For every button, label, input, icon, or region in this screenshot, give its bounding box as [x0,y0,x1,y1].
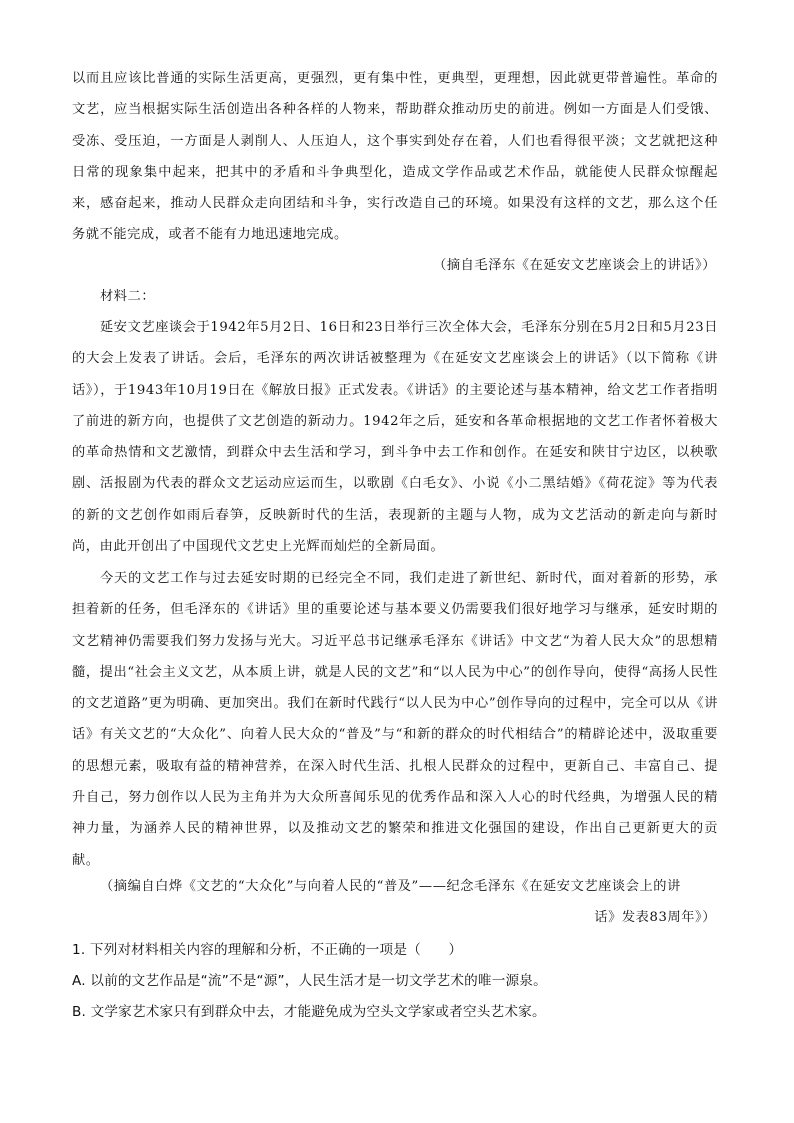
question-1-stem: 1. 下列对材料相关内容的理解和分析，不正确的一项是（ ） [72,942,463,958]
source-citation-2-line-2: 话》发表83周年》） [594,910,716,925]
paragraph-3: 今天的文艺工作与过去延安时期的已经完全不同，我们走进了新世纪、新时代，面对着新的形势，承担着新的任务，但毛泽东的《讲话》里的重要论述与基本要义仍需要我们很好地学习与继承，延安时期的文艺精神仍需要我们努力发扬与光大。习近平总书记继承毛泽东《讲话》中文艺“为着人民大众”的思想精髓，提出“社会主义文艺，从本质上讲，就是人民的文艺”和“以人民为中心”的创作导向，使得“高扬人民性的文艺道路”更为明确、更加突出。我们在新时代践行“以人民为中心”创作导向的过程中，完全可以从《讲话》有关文艺的“大众化”、向着人民大众的“普及”与“和新的群众的时代相结合”的精辟论述中，汲取重要的思想元素，吸取有益的精神营养，在深入时代生活、扎根人民群众的过程中，更新自己、丰富自己、提升自己，努力创作以人民为主角并为大众所喜闻乐见的优秀作品和深入人心的时代经典，为增强人民的精神力量，为涵养人民的精神世界，以及推动文艺的繁荣和推进文化强国的建设，作出自己更新更大的贡献。 [72,571,718,868]
paragraph-2: 延安文艺座谈会于1942年5月2日、16日和23日举行三次全体大会，毛泽东分别在5月2日和5月23日的大会上发表了讲话。会后，毛泽东的两次讲话被整理为《在延安文艺座谈会上的讲话》（以下简称《讲话》），于1943年10月19日在《解放日报》正式发表。《讲话》的主要论述与基本精神，给文艺工作者指明了前进的新方向，也提供了文艺创造的新动力。1942年之后，延安和各革命根据地的文艺工作者怀着极大的革命热情和文艺激情，到群众中去生活和学习，到斗争中去工作和创作。在延安和陕甘宁边区，以秧歌剧、活报剧为代表的群众文艺运动应运而生，以歌剧《白毛女》、小说《小二黑结婚》《荷花淀》等为代表的新的文艺创作如雨后春笋，反映新时代的生活，表现新的主题与人物，成为文艺活动的新走向与新时尚，由此开创出了中国现代文艺史上光辉而灿烂的全新局面。 [72,320,718,555]
source-citation-1: （摘自毛泽东《在延安文艺座谈会上的讲话》） [433,258,716,273]
question-1-option-a: A. 以前的文艺作品是“流”不是“源”，人民生活才是一切文学艺术的唯一源泉。 [72,973,547,989]
material-2-heading: 材料二： [100,289,156,304]
paragraph-1: 以而且应该比普通的实际生活更高，更强烈，更有集中性，更典型，更理想，因此就更带普遍性。革命的文艺，应当根据实际生活创造出各种各样的人物来，帮助群众推动历史的前进。例如一方面是人们受饿、受冻、受压迫，一方面是人剥削人、人压迫人，这个事实到处存在着，人们也看得很平淡；文艺就把这种日常的现象集中起来，把其中的矛盾和斗争典型化，造成文学作品或艺术作品，就能使人民群众惊醒起来，感奋起来，推动人民群众走向团结和斗争，实行改造自己的环境。如果没有这样的文艺，那么这个任务就不能完成，或者不能有力地迅速地完成。 [72,71,718,243]
source-citation-2-line-1: （摘编自白烨《文艺的“大众化”与向着人民的“普及”——纪念毛泽东《在延安文艺座谈会上的讲 [100,879,681,894]
question-1-option-b: B. 文学家艺术家只有到群众中去，才能避免成为空头文学家或者空头艺术家。 [72,1004,546,1020]
